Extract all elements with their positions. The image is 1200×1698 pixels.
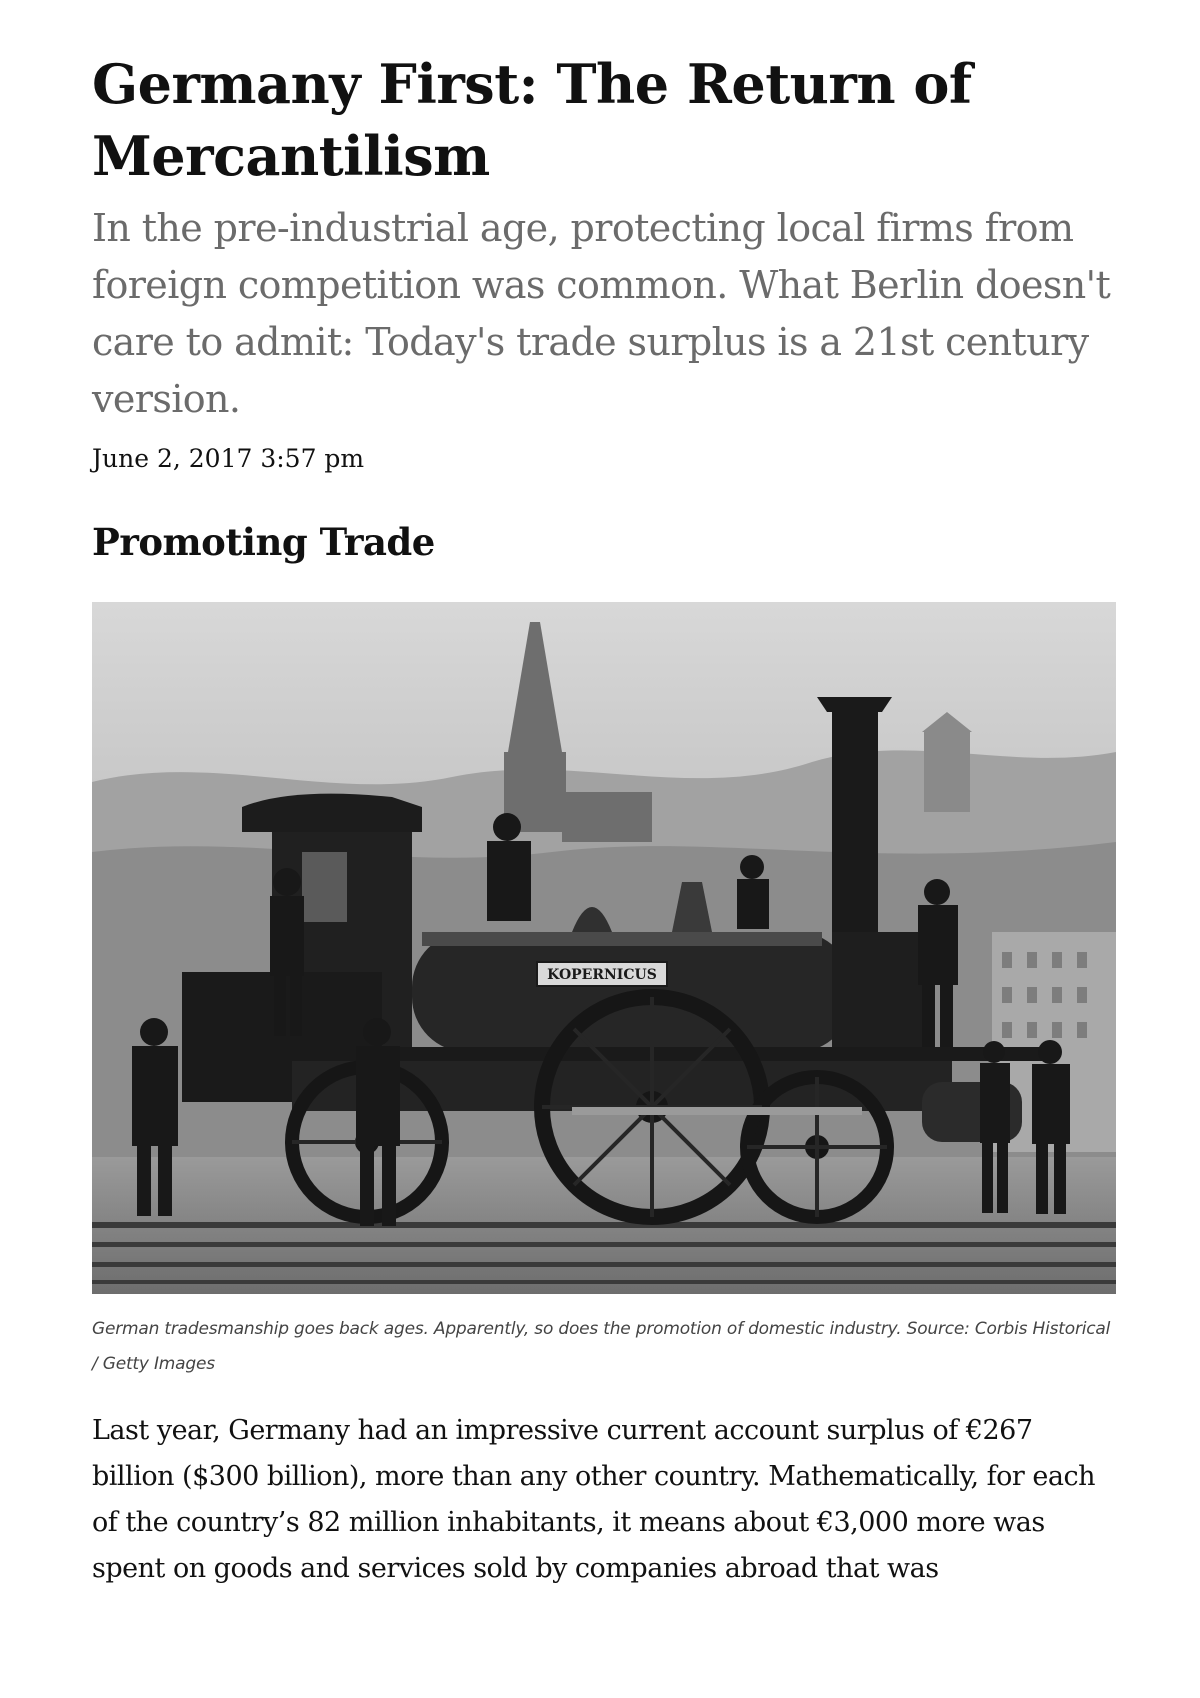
locomotive-nameplate: KOPERNICUS <box>547 967 657 983</box>
article-body-paragraph: Last year, Germany had an impressive current account surplus of €267 billion ($300 billion), more than any other country. Mathematically, for each of the country’s 82 million inhabitants, it means about €3,000 more was spent on goods and services sold by companies abroad that was <box>92 1415 1096 1584</box>
hill-tower <box>922 712 972 812</box>
article <box>92 48 1122 1592</box>
article-figure <box>92 602 1116 1382</box>
article-date: June 2, 2017 3:57 pm <box>92 444 365 473</box>
section-heading: Promoting Trade <box>92 520 435 564</box>
image-caption: German tradesmanship goes back ages. Apparently, so does the promotion of domestic industry. Source: Corbis Historical / Getty Images <box>92 1319 1111 1374</box>
locomotive-photo <box>92 602 1116 1294</box>
article-title: Germany First: The Return of Mercantilism <box>92 52 972 188</box>
article-dek: In the pre-industrial age, protecting local firms from foreign competition was common. What Berlin doesn't care to admit: Today's trade surplus is a 21st century version. <box>92 206 1111 421</box>
